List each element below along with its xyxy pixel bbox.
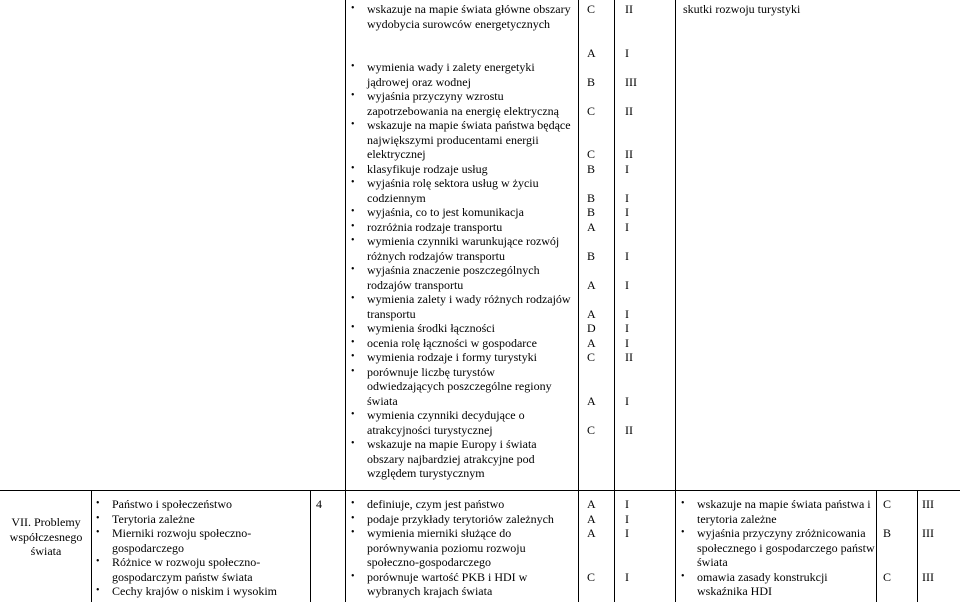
level-cell: A xyxy=(587,45,596,60)
list-item: • wymienia wady i zalety energetyki jądrowej oraz wodnej xyxy=(353,60,575,89)
list-item: • wskazuje na mapie świata państwa i terytoria zależne xyxy=(683,497,875,526)
level-cell: B xyxy=(587,161,596,176)
category-cell: I xyxy=(625,335,629,350)
category-cell: II xyxy=(625,2,633,16)
category-cell: I xyxy=(625,306,629,321)
list-item: • wyjaśnia przyczyny zróżnicowania społecznego i gospodarczego państw świata xyxy=(683,526,875,570)
list-item: • wyjaśnia znaczenie poszczególnych rodzajów transportu xyxy=(353,263,575,292)
list-item: • wskazuje na mapie świata główne obszary wydobycia surowców energetycznych xyxy=(353,2,575,60)
level-cell: A xyxy=(587,335,596,350)
level-cell: A xyxy=(587,526,596,540)
list-item: • definiuje, czym jest państwo xyxy=(353,497,575,512)
list-item: • Państwo i społeczeństwo xyxy=(98,497,308,512)
grid-line xyxy=(345,0,346,490)
category-cell: III xyxy=(922,569,934,584)
category-cell: I xyxy=(625,569,629,584)
effects-list xyxy=(353,2,575,481)
level-cell: A xyxy=(587,511,596,526)
list-item: • wskazuje na mapie świata państwa będące największymi producentami energii elektrycznej xyxy=(353,118,575,162)
list-item: • klasyfikuje rodzaje usług xyxy=(353,162,575,177)
category-cell: III xyxy=(625,74,637,89)
list-item: • ocenia rolę łączności w gospodarce xyxy=(353,336,575,351)
level-column xyxy=(883,497,913,599)
list-item: • Cechy krajów o niskim i wysokim xyxy=(98,584,308,599)
list-item: • porównuje liczbę turystów odwiedzających poszczególne regiony świata xyxy=(353,365,575,409)
level-cell: D xyxy=(587,321,596,335)
category-cell: I xyxy=(625,190,629,205)
level-cell: C xyxy=(883,569,892,584)
list-item: • wyjaśnia rolę sektora usług w życiu codziennym xyxy=(353,176,575,205)
level-cell: B xyxy=(587,190,596,205)
level-cell: B xyxy=(587,205,596,219)
category-cell: I xyxy=(625,205,629,219)
hours-value: 4 xyxy=(316,497,322,511)
grid-line xyxy=(345,491,346,602)
category-column xyxy=(625,497,671,584)
level-cell: C xyxy=(587,147,596,161)
level-cell: A xyxy=(587,219,596,234)
grid-line xyxy=(876,491,877,602)
list-item: • wyjaśnia przyczyny wzrostu zapotrzebowania na energię elektryczną xyxy=(353,89,575,118)
category-cell: I xyxy=(625,161,629,176)
level-cell: A xyxy=(587,277,596,292)
category-cell: III xyxy=(922,526,934,540)
list-item: • wyjaśnia, co to jest komunikacja xyxy=(353,205,575,220)
category-cell: I xyxy=(625,219,629,234)
category-cell: II xyxy=(625,103,633,118)
list-item: • Mierniki rozwoju społeczno-gospodarczego xyxy=(98,526,308,555)
level-cell: B xyxy=(883,526,892,540)
level-cell: C xyxy=(587,569,596,584)
level-cell: B xyxy=(587,248,596,263)
category-cell: I xyxy=(625,321,629,335)
extended-effect-text: skutki rozwoju turystyki xyxy=(683,2,801,16)
category-cell: II xyxy=(625,350,633,364)
list-item: • wymienia zalety i wady różnych rodzajów transportu xyxy=(353,292,575,321)
grid-line xyxy=(310,491,311,602)
level-cell: A xyxy=(587,306,596,321)
level-column xyxy=(587,497,611,584)
row-divider xyxy=(0,490,960,491)
grid-line xyxy=(91,491,92,602)
level-cell: C xyxy=(883,497,892,511)
category-cell: I xyxy=(625,45,629,60)
category-cell: II xyxy=(625,422,633,437)
grid-line xyxy=(675,491,676,602)
section-title: VII. Problemy współczesnego świata xyxy=(9,515,83,558)
grid-line xyxy=(578,491,579,602)
category-cell: I xyxy=(625,526,629,540)
level-cell: A xyxy=(587,393,596,408)
list-item: • wymienia czynniki warunkujące rozwój różnych rodzajów transportu xyxy=(353,234,575,263)
list-item: • Różnice w rozwoju społeczno-gospodarczym państw świata xyxy=(98,555,308,584)
topics-list xyxy=(98,497,308,599)
category-column xyxy=(922,497,958,599)
list-item: • wymienia środki łączności xyxy=(353,321,575,336)
grid-line xyxy=(917,491,918,602)
category-column xyxy=(625,2,671,466)
level-cell: C xyxy=(587,350,596,364)
category-cell: I xyxy=(625,497,629,511)
level-cell: C xyxy=(587,2,596,16)
list-item: • podaje przykłady terytoriów zależnych xyxy=(353,512,575,527)
list-item: • porównuje wartość PKB i HDI w wybranych krajach świata xyxy=(353,570,575,599)
list-item: • wymienia czynniki decydujące o atrakcyjności turystycznej xyxy=(353,408,575,437)
list-item: • omawia zasady konstrukcji wskaźnika HDI xyxy=(683,570,875,599)
level-cell: C xyxy=(587,422,596,437)
list-item: • Terytoria zależne xyxy=(98,512,308,527)
list-item: • rozróżnia rodzaje transportu xyxy=(353,220,575,235)
category-cell: II xyxy=(625,147,633,161)
category-cell: III xyxy=(922,497,934,511)
basic-effects-list xyxy=(353,497,575,599)
category-cell: I xyxy=(625,511,629,526)
category-cell: I xyxy=(625,248,629,263)
grid-line xyxy=(614,491,615,602)
category-cell: I xyxy=(625,393,629,408)
grid-line xyxy=(675,0,676,490)
level-cell: A xyxy=(587,497,596,511)
extended-effects-list xyxy=(683,497,875,599)
list-item: • wymienia rodzaje i formy turystyki xyxy=(353,350,575,365)
grid-line xyxy=(614,0,615,490)
grid-line xyxy=(578,0,579,490)
category-cell: I xyxy=(625,277,629,292)
list-item: • wymienia mierniki służące do porównywania poziomu rozwoju społeczno-gospodarczego xyxy=(353,526,575,570)
list-item: • wskazuje na mapie Europy i świata obszary najbardziej atrakcyjne pod względem turystycznym xyxy=(353,437,575,481)
level-cell: B xyxy=(587,74,596,89)
level-cell: C xyxy=(587,103,596,118)
level-column xyxy=(587,2,611,466)
